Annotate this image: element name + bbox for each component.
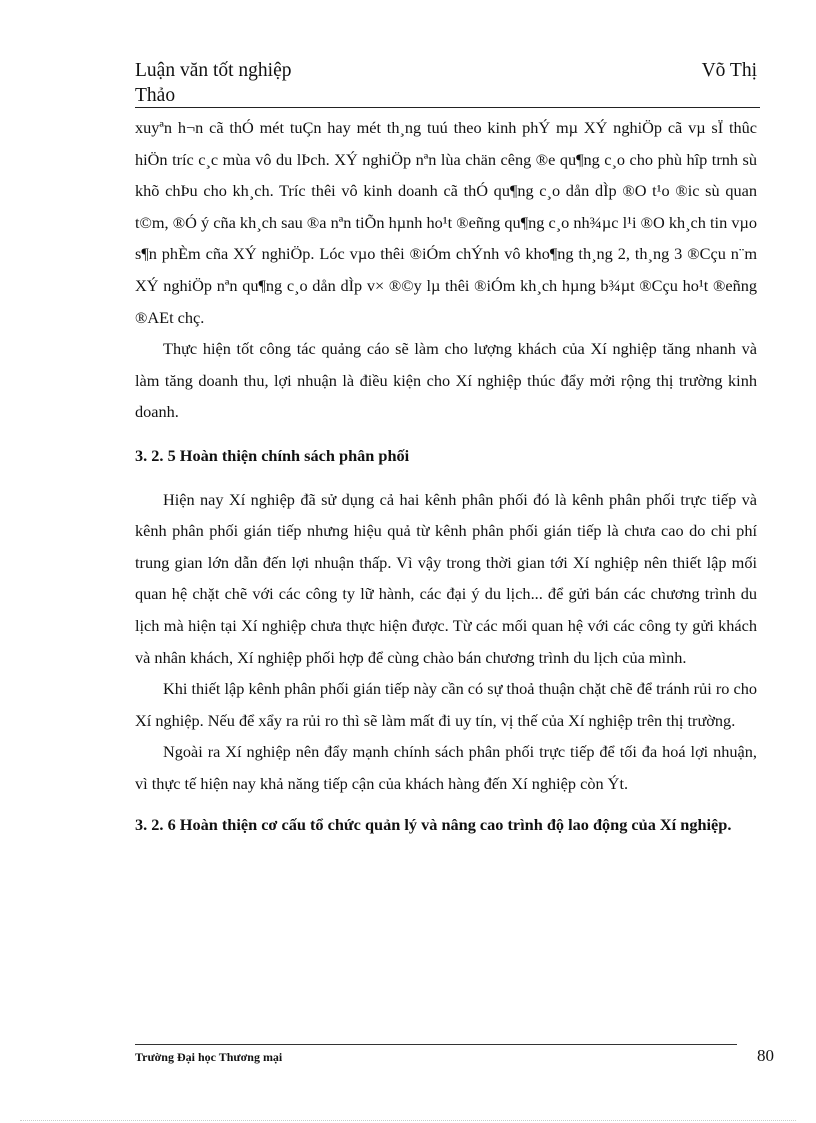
paragraph-garbled: xuyªn h¬n cã thÓ mét tuÇn hay mét th¸ng tuú theo kinh phÝ mµ XÝ nghiÖp cã vµ sÏ thûc hiÖn tríc c¸c mùa vô du lÞch. XÝ nghiÖp nªn lùa chän cêng ®e qu¶ng c¸o cho phù hîp trnh sù khõ chÞu cho kh¸ch. Tríc thêi vô kinh doanh cã thÓ qu¶ng c¸o dån dÌp ®O t¹o ®ic sù quan t©m, ®Ó ý cña kh¸ch sau ®a nªn tiÕn hµnh ho¹t ®eñng qu¶ng c¸o nh¾µc l¹i ®O kh¸ch tin vµo s¶n phÈm cña XÝ nghiÖp. Lóc vµo thêi ®iÓm chÝnh vô kho¶ng th¸ng 2, th¸ng 3 ®Cçu n¨m XÝ nghiÖp nªn qu¶ng c¸o dån dÌp v× ®©y lµ thêi ®iÓm kh¸ch hµng b¾µt ®Cçu ho¹t ®eñng ®AEt chç. [135,118,757,327]
footer-school: Trường Đại học Thương mại [135,1050,283,1064]
section-heading-3-2-5: 3. 2. 5 Hoàn thiện chính sách phân phối [135,445,410,465]
paragraph-advertising: Thực hiện tốt công tác quảng cáo sẽ làm cho lượng khách của Xí nghiệp tăng nhanh và làm tăng doanh thu, lợi nhuận là điều kiện cho Xí nghiệp thúc đẩy mởi rộng thị trường kinh doanh. [135,339,757,422]
header-title-line2: Thảo [135,85,176,106]
page-header [135,58,757,108]
header-title: Luận văn tốt nghiệp [135,60,292,81]
section-heading-3-2-6: 3. 2. 6 Hoàn thiện cơ cấu tổ chức quản lý và nâng cao trình độ lao động của Xí nghiệp. [135,815,732,835]
page-body [135,112,757,841]
footer-divider [135,1044,737,1045]
header-left [135,58,292,108]
header-author: Võ Thị [701,60,757,81]
paragraph-distribution: Hiện nay Xí nghiệp đã sử dụng cả hai kênh phân phối đó là kênh phân phối trực tiếp và kênh phân phối gián tiếp nhưng hiệu quả từ kênh phân phối gián tiếp là chưa cao do chi phí trung gian lớn dẫn đến lợi nhuận thấp. Vì vậy trong thời gian tới Xí nghiệp nên thiết lập mối quan hệ chặt chẽ với các công ty lữ hành, các đại ý du lịch... để gửi bán các chương trình du lịch mà hiện tại Xí nghiệp chưa thực hiện được. Từ các mối quan hệ với các công ty gửi khách và nhân khách, Xí nghiệp phối hợp để cùng chào bán chương trình du lịch của mình. [135,489,757,667]
paragraph-direct-channel: Ngoài ra Xí nghiệp nên đẩy mạnh chính sách phân phối trực tiếp để tối đa hoá lợi nhuận, vì thực tế hiện nay khả năng tiếp cận của khách hàng đến Xí nghiệp còn Ýt. [135,742,757,793]
page-edge [20,1120,796,1121]
page-number: 80 [757,1046,774,1065]
header-divider [135,107,760,108]
paragraph-indirect-channel: Khi thiết lập kênh phân phối gián tiếp này cần có sự thoả thuận chặt chẽ để tránh rủi ro cho Xí nghiệp. Nếu để xẩy ra rủi ro thì sẽ làm mất đi uy tín, vị thế của Xí nghiệp trên thị trường. [135,679,757,730]
